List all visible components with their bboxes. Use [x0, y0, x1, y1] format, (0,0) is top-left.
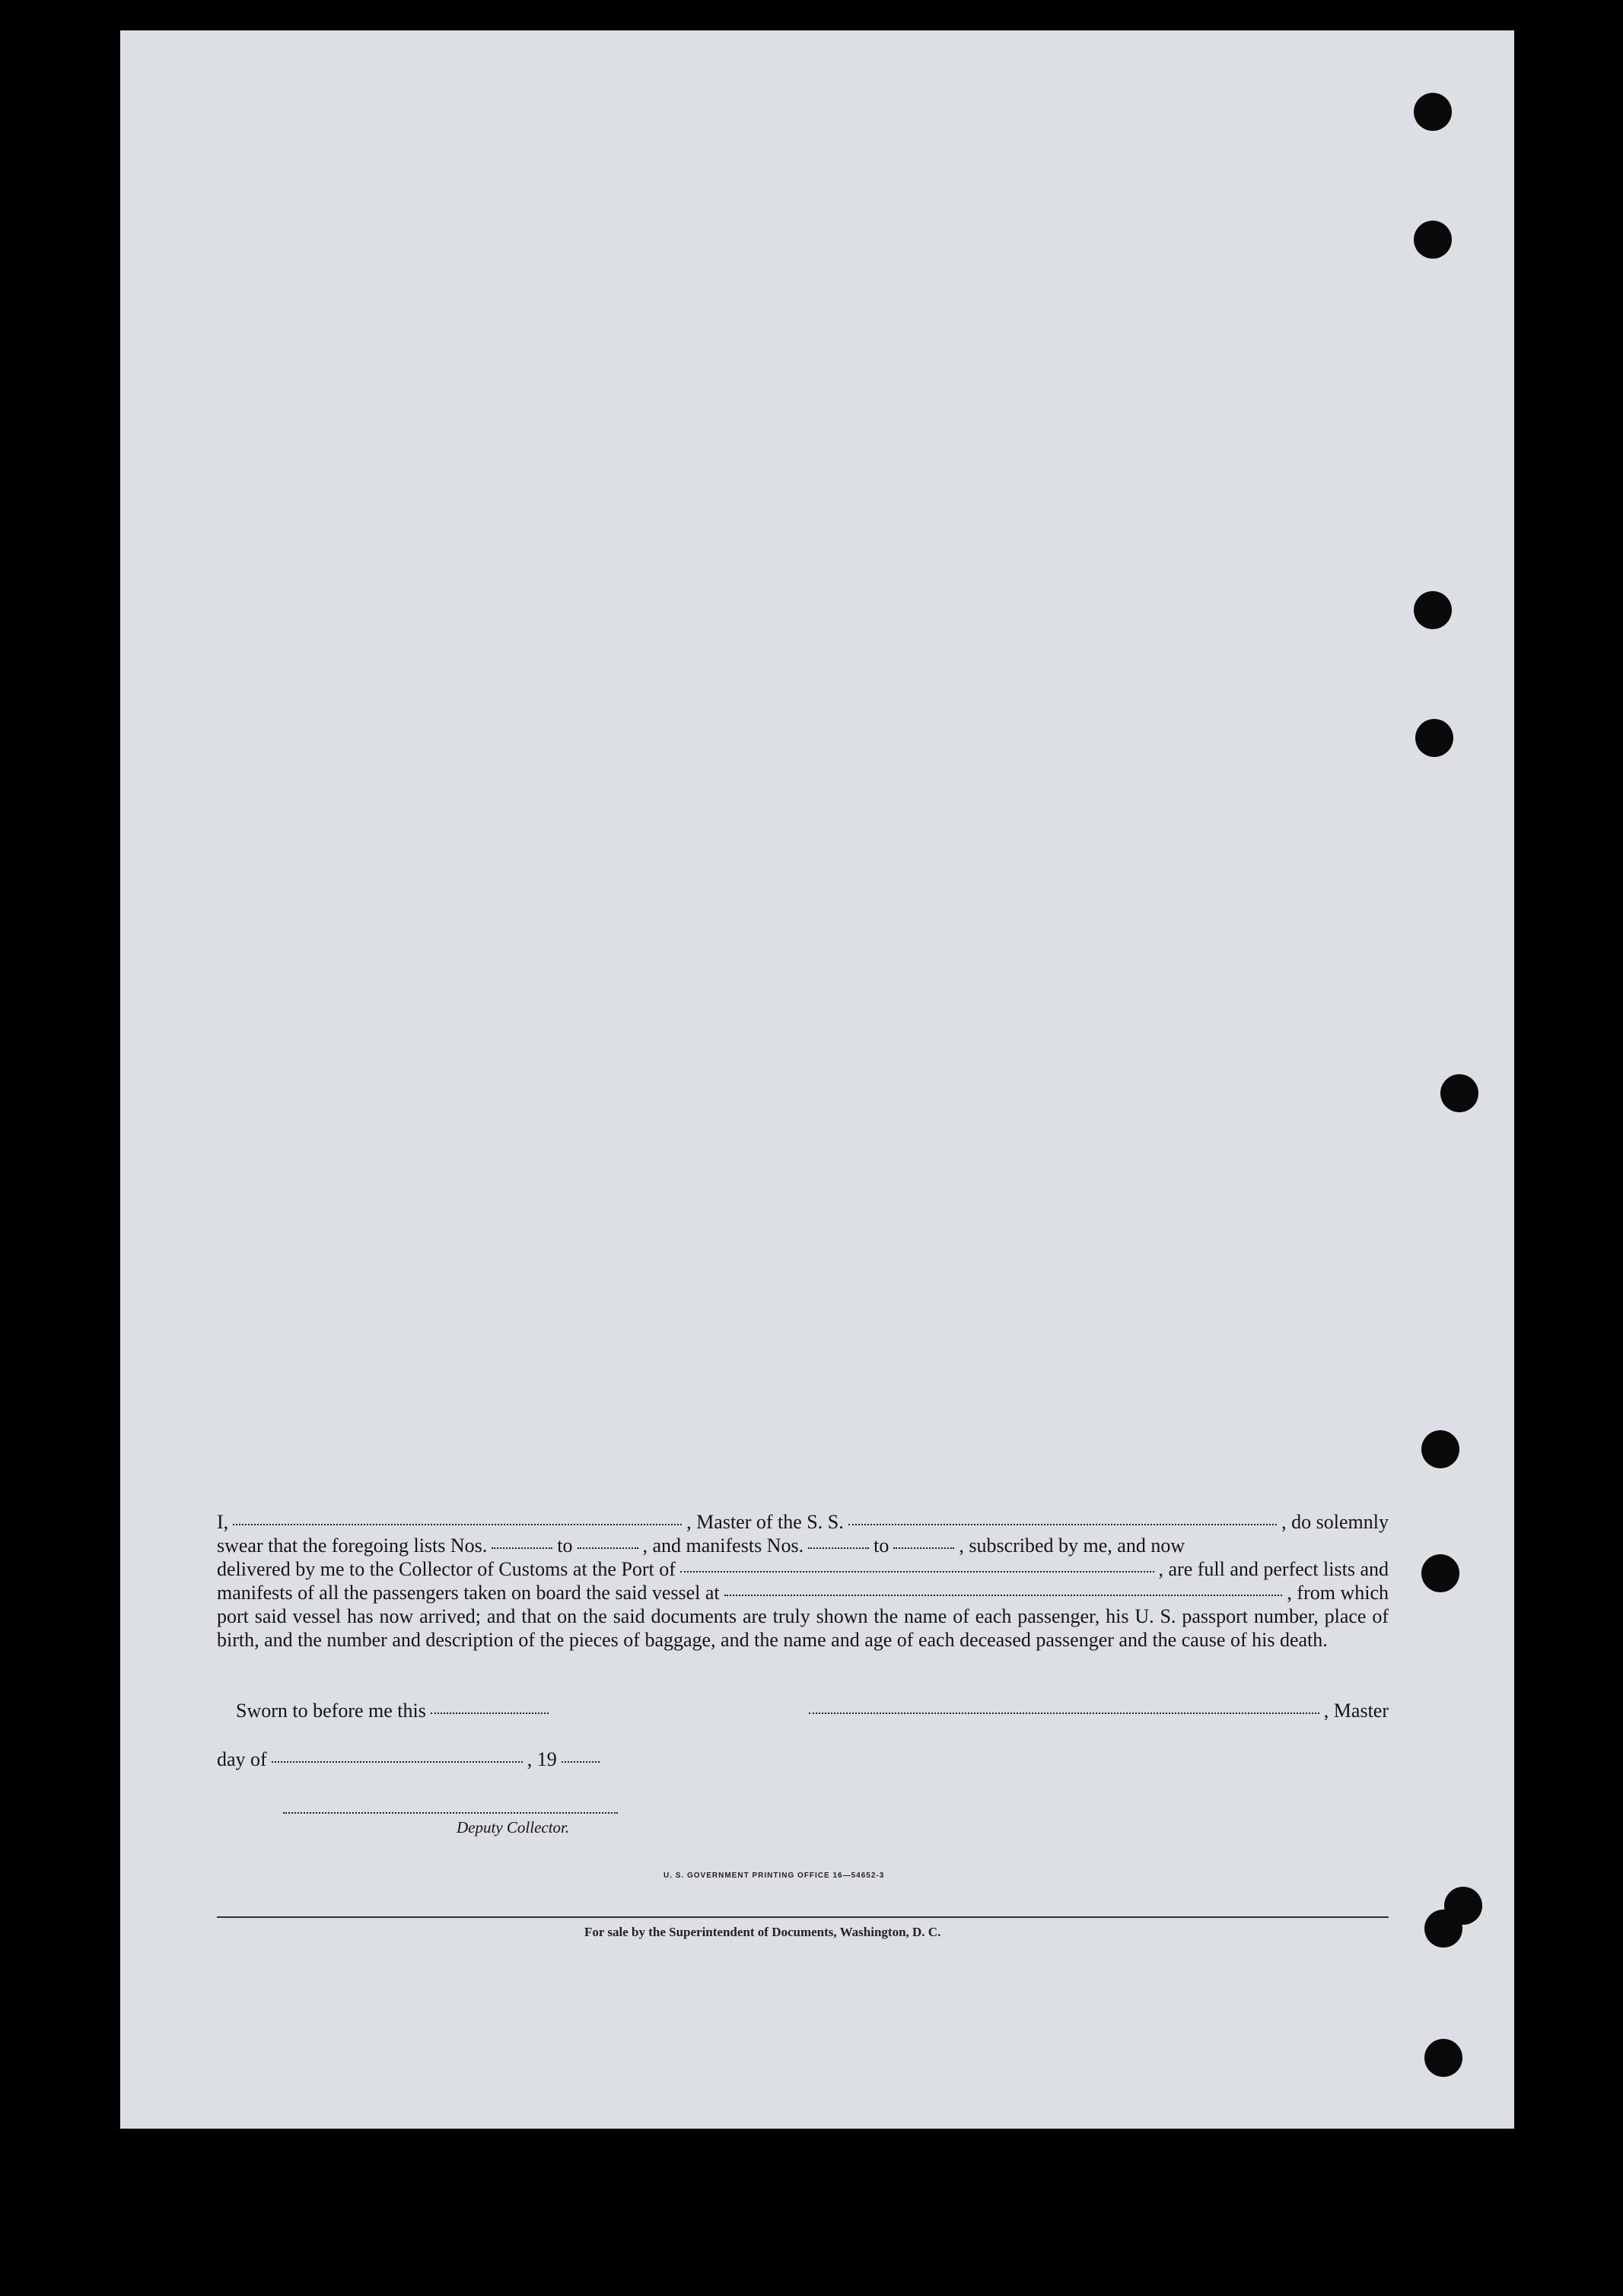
blank-list-to — [578, 1547, 638, 1549]
blank-port — [680, 1571, 1154, 1573]
oath-text: , are full and perfect lists and — [1158, 1558, 1389, 1580]
oath-text: to — [557, 1534, 573, 1557]
oath-paragraph — [217, 1510, 1389, 1652]
punch-hole — [1415, 719, 1453, 757]
oath-line-1 — [217, 1510, 1389, 1534]
punch-hole — [1421, 1430, 1459, 1468]
blank-vessel-name — [848, 1524, 1277, 1525]
year-label: , 19 — [527, 1748, 557, 1770]
day-of-line — [217, 1748, 628, 1771]
master-label: , Master — [1323, 1700, 1389, 1722]
oath-text: to — [874, 1534, 889, 1557]
punch-hole — [1440, 1074, 1478, 1112]
punch-hole — [1424, 2039, 1462, 2077]
printing-office-note: U. S. GOVERNMENT PRINTING OFFICE 16—54652-3 — [664, 1871, 885, 1880]
day-of-label: day of — [217, 1748, 267, 1770]
oath-text: , from which — [1287, 1582, 1389, 1604]
blank-master-signature — [809, 1712, 1319, 1714]
blank-list-from — [492, 1547, 552, 1549]
blank-month — [272, 1761, 523, 1763]
oath-line-3 — [217, 1557, 1389, 1581]
for-sale-note: For sale by the Superintendent of Documents, Washington, D. C. — [584, 1925, 941, 1939]
deputy-signature-line — [283, 1812, 618, 1814]
oath-line-2 — [217, 1534, 1389, 1557]
oath-text: manifests of all the passengers taken on board the said vessel at — [217, 1582, 720, 1604]
oath-text: I, — [217, 1511, 229, 1533]
sworn-label: Sworn to before me this — [236, 1700, 426, 1722]
bleed-through-text — [326, 103, 336, 124]
oath-text: delivered by me to the Collector of Customs at the Port of — [217, 1558, 676, 1580]
oath-body-text: port said vessel has now arrived; and that on the said documents are truly shown the name of each passenger, his U. S. passport number, place of birth, and the number and description of the pieces of baggage, and the name and age of each deceased passenger and the cause of his death. — [217, 1605, 1389, 1651]
oath-text: , and manifests Nos. — [642, 1534, 804, 1557]
oath-line-4 — [217, 1581, 1389, 1604]
blank-year — [562, 1761, 600, 1763]
punch-hole — [1414, 221, 1452, 259]
blank-departure-port — [724, 1595, 1283, 1596]
oath-text: swear that the foregoing lists Nos. — [217, 1534, 488, 1557]
blank-manifest-from — [808, 1547, 869, 1549]
blank-master-name — [233, 1524, 682, 1525]
oath-text: , subscribed by me, and now — [959, 1534, 1185, 1557]
blank-manifest-to — [893, 1547, 954, 1549]
oath-text: , Master of the S. S. — [686, 1511, 844, 1533]
punch-hole — [1414, 93, 1452, 131]
document-page — [120, 30, 1514, 2129]
punch-hole — [1424, 1910, 1462, 1948]
footer-rule — [217, 1916, 1389, 1918]
sworn-line — [236, 1700, 1389, 1722]
punch-hole — [1414, 591, 1452, 629]
oath-text: , do solemnly — [1281, 1511, 1389, 1533]
blank-sworn-date — [431, 1712, 549, 1714]
punch-hole — [1421, 1554, 1459, 1592]
deputy-collector-label: Deputy Collector. — [457, 1818, 570, 1836]
